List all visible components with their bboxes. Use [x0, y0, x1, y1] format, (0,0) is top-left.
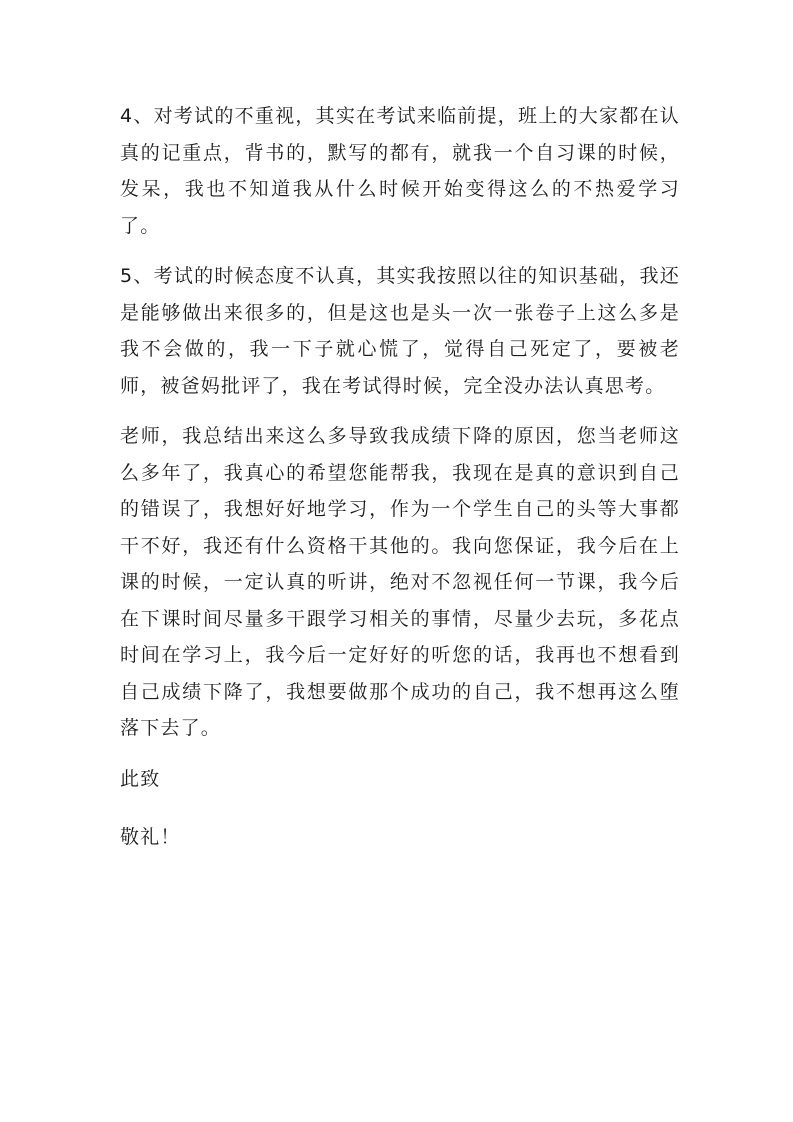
- closing-line: 此致: [120, 767, 161, 790]
- salutation-line: 敬礼！: [120, 826, 181, 848]
- paragraph-point-4: 4、对考试的不重视，其实在考试来临前提，班上的大家都在认真的记重点，背书的，默写的都有，就我一个自习课的时候，发呆，我也不知道我从什么时候开始变得这么的不热爱学习了。: [120, 105, 680, 237]
- paragraph-point-5: 5、考试的时候态度不认真，其实我按照以往的知识基础，我还是能够做出来很多的，但是这也是头一次一张卷子上这么多是我不会做的，我一下子就心慌了，觉得自己死定了，要被老师，被爸妈批评了，我在考试得时候，完全没办法认真思考。: [120, 265, 680, 397]
- paragraph-conclusion: 老师，我总结出来这么多导致我成绩下降的原因，您当老师这么多年了，我真心的希望您能帮我，我现在是真的意识到自己的错误了，我想好好地学习，作为一个学生自己的头等大事都干不好，我还有什么资格干其他的。我向您保证，我今后在上课的时候，一定认真的听讲，绝对不忽视任何一节课，我今后在下课时间尽量多干跟学习相关的事情，尽量少去玩，多花点时间在学习上，我今后一定好好的听您的话，我再也不想看到自己成绩下降了，我想要做那个成功的自己，我不想再这么堕落下去了。: [120, 425, 680, 739]
- document-body: [120, 98, 680, 878]
